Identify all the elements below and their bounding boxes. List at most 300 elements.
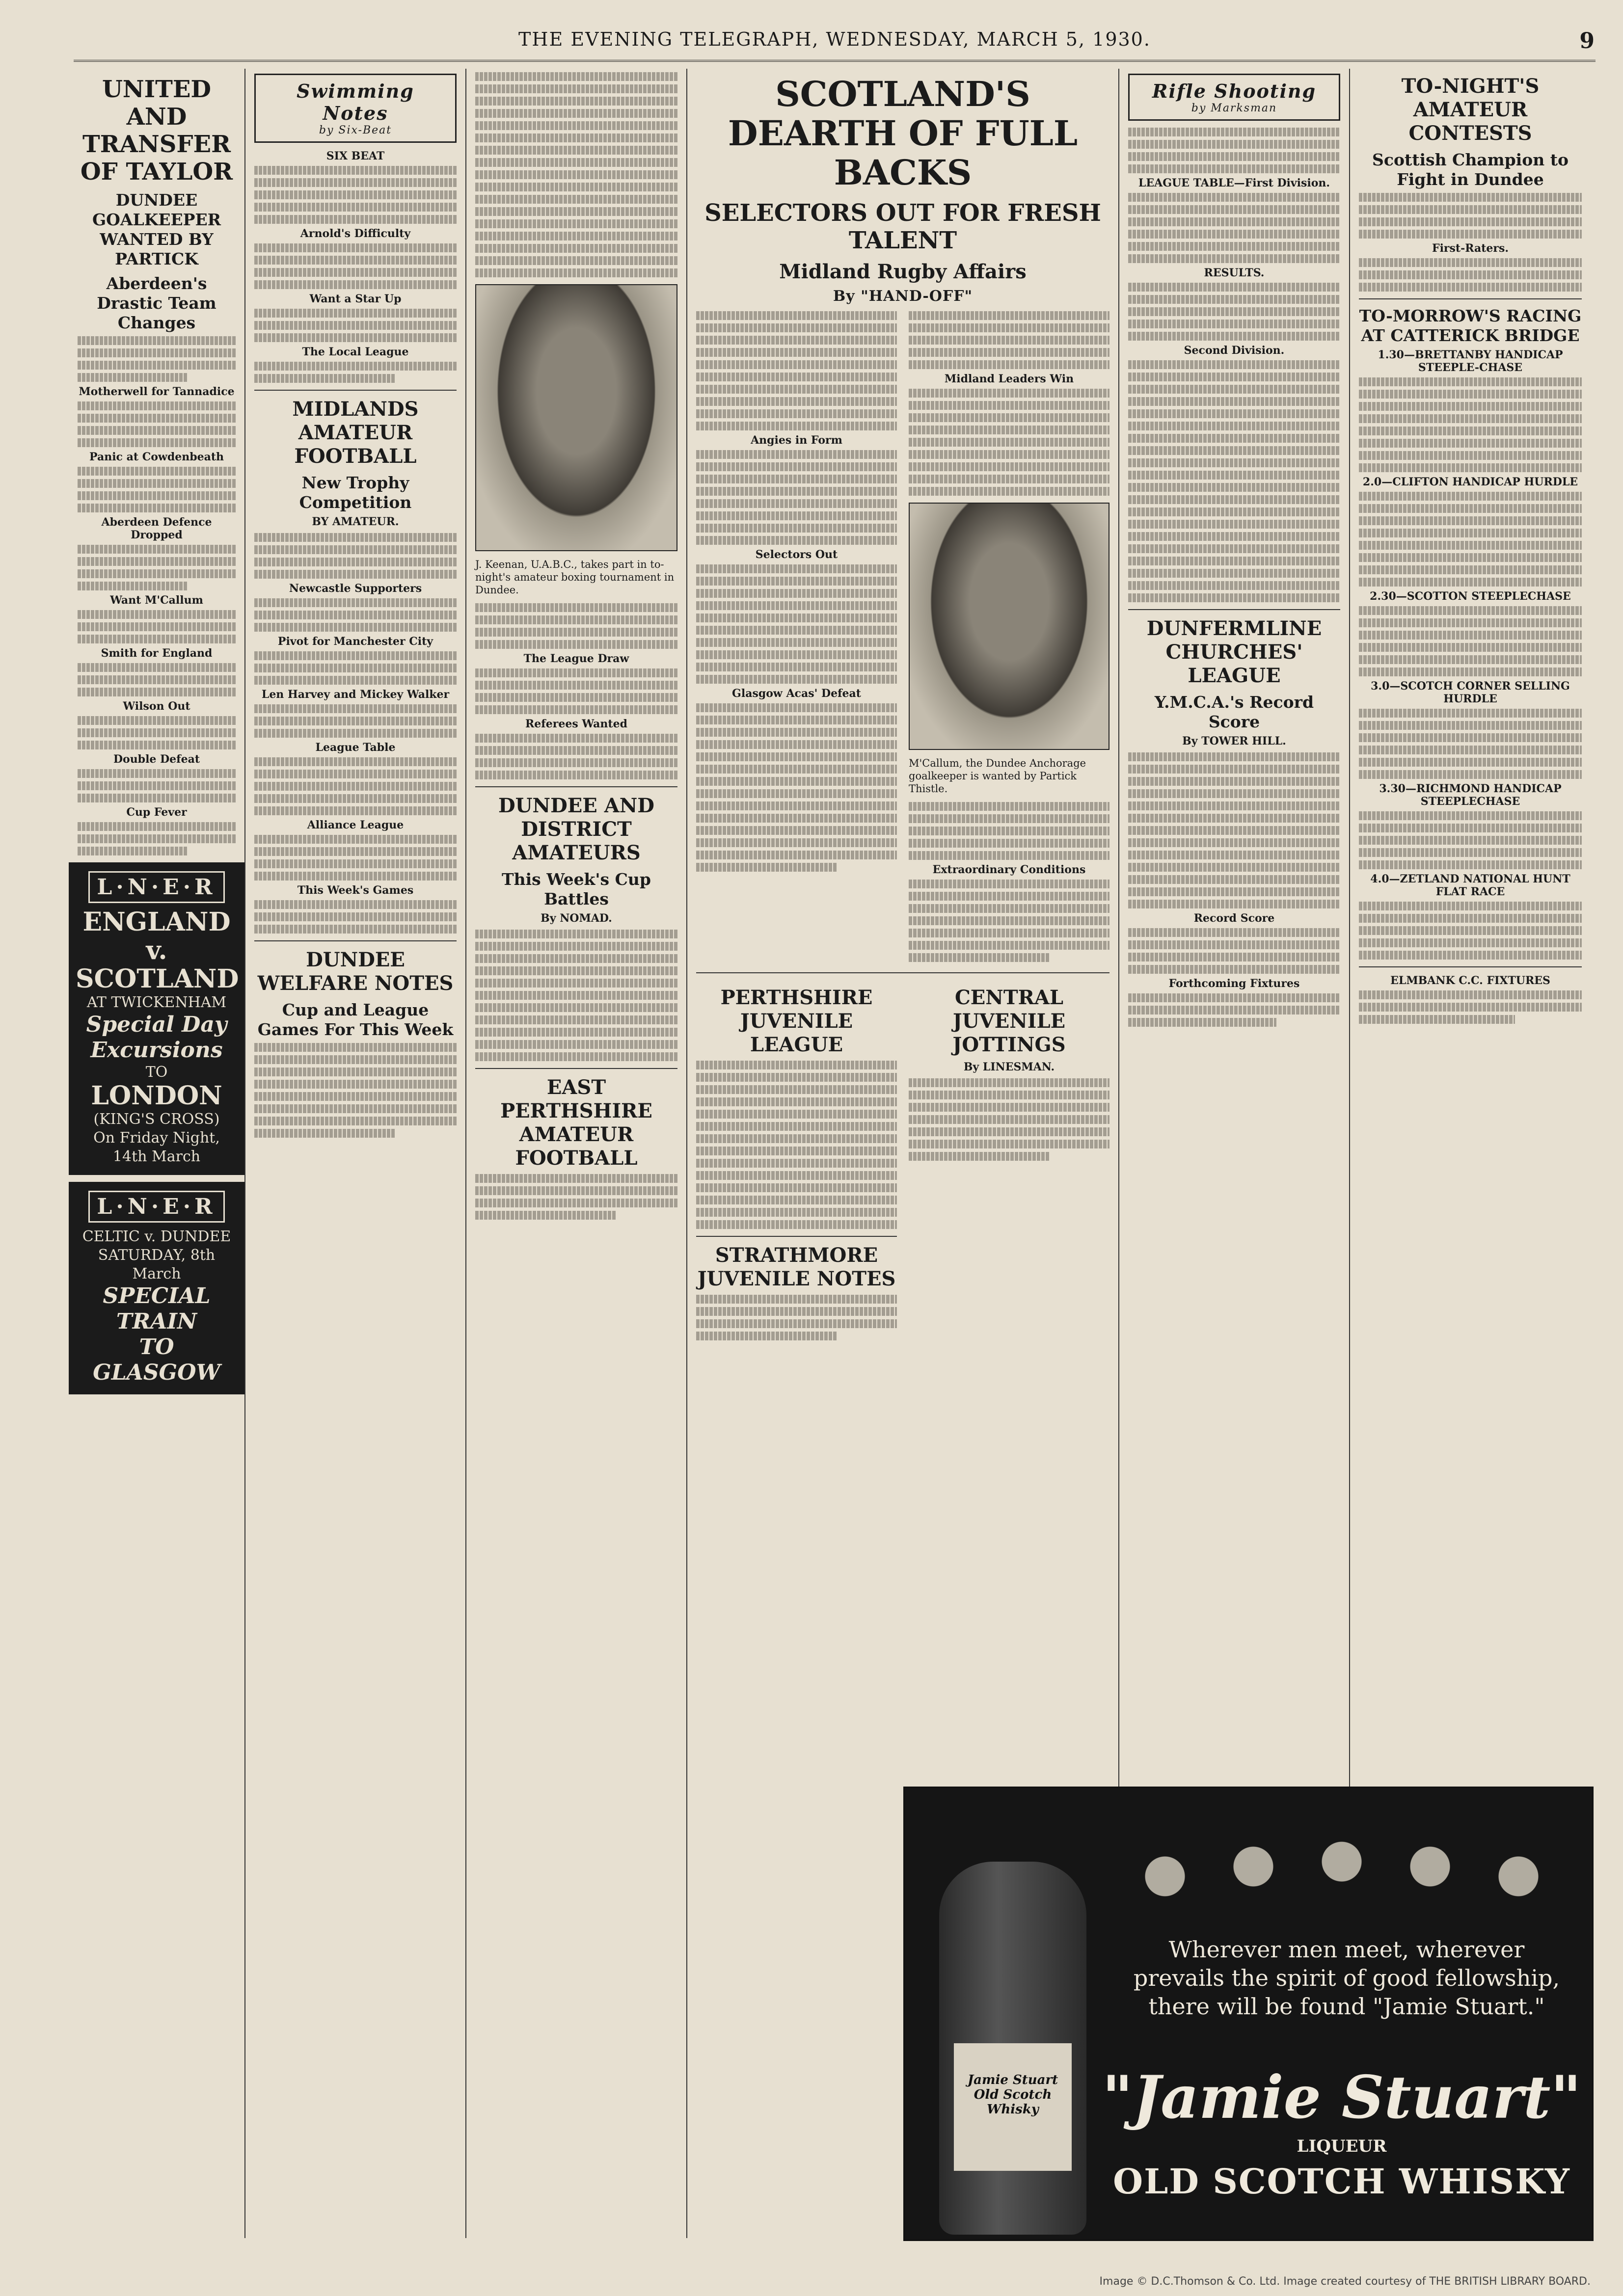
text-line — [1128, 283, 1340, 292]
text-line — [254, 190, 457, 199]
text-line — [696, 1319, 897, 1328]
text-line — [254, 847, 457, 856]
text-line — [254, 925, 457, 934]
text-line — [696, 1220, 897, 1229]
text-line — [1128, 307, 1340, 316]
text-line — [696, 703, 897, 712]
text-line — [696, 360, 897, 369]
text-line — [475, 170, 677, 179]
text-line — [696, 1134, 897, 1143]
rugby-article-body — [696, 308, 1109, 965]
text-line — [78, 401, 236, 410]
image-credit: Image © D.C.Thomson & Co. Ltd. Image created courtesy of THE BRITISH LIBRARY BOARD. — [1099, 2275, 1591, 2288]
advert-product: OLD SCOTCH WHISKY — [1113, 2161, 1570, 2202]
text-line — [696, 777, 897, 786]
text-line — [254, 321, 457, 330]
text-line — [78, 675, 236, 684]
subhead: First-Raters. — [1432, 242, 1509, 255]
text-line — [696, 801, 897, 810]
text-line — [696, 1122, 897, 1131]
text-line — [1359, 205, 1582, 214]
text-line — [696, 1295, 897, 1304]
text-line — [78, 769, 236, 778]
district-title: DUNDEE AND DISTRICT AMATEURS — [498, 794, 654, 864]
midlands-title: MIDLANDS AMATEUR FOOTBALL — [292, 398, 419, 468]
subhead: Double Defeat — [113, 753, 200, 766]
text-line — [1359, 492, 1582, 501]
rifle-byline: by Marksman — [1191, 102, 1277, 114]
text-line — [1359, 270, 1582, 279]
text-line — [475, 1186, 677, 1195]
subhead: Wilson Out — [123, 700, 190, 713]
subhead: Angies in Form — [751, 434, 842, 447]
text-line — [475, 232, 677, 240]
text-line — [696, 765, 897, 774]
text-line — [254, 872, 457, 881]
text-line — [254, 676, 457, 685]
subhead: The League Draw — [523, 652, 629, 665]
headline-midland-rugby: Midland Rugby Affairs — [779, 260, 1027, 283]
text-line — [254, 704, 457, 713]
subhead: Smith for England — [101, 647, 213, 660]
text-line — [475, 954, 677, 963]
text-line — [696, 475, 897, 483]
text-line — [475, 693, 677, 702]
rugby-left-column — [696, 308, 897, 965]
text-line — [254, 900, 457, 909]
text-line — [1359, 516, 1582, 525]
text-line — [254, 794, 457, 803]
text-line — [696, 1332, 837, 1340]
text-line — [1359, 553, 1582, 562]
jamie-stuart-whisky-advert — [903, 1787, 1594, 2241]
subhead: Arnold's Difficulty — [300, 227, 411, 240]
masthead — [74, 28, 1596, 62]
text-line — [78, 557, 236, 566]
text-line — [254, 1092, 457, 1101]
text-line — [475, 1174, 677, 1183]
text-line — [696, 1085, 897, 1094]
text-line — [696, 1073, 897, 1082]
text-line — [1128, 1006, 1340, 1015]
text-line — [696, 1110, 897, 1119]
text-line — [696, 716, 897, 724]
text-line — [1128, 789, 1340, 798]
text-line — [696, 450, 897, 459]
text-line — [78, 822, 236, 831]
text-line — [696, 863, 837, 872]
text-line — [1128, 765, 1340, 774]
photo-caption: J. Keenan, U.A.B.C., takes part in to-night's amateur boxing tournament in Dundee. — [475, 559, 675, 596]
rifle-logo-text: Rifle Shooting — [1152, 80, 1317, 102]
text-line — [696, 789, 897, 798]
text-line — [1128, 940, 1340, 949]
text-line — [1128, 1018, 1276, 1027]
text-line — [1128, 863, 1340, 872]
text-line — [909, 1091, 1109, 1099]
text-line — [1128, 801, 1340, 810]
text-line — [1128, 397, 1340, 406]
text-line — [909, 916, 1109, 925]
text-line — [78, 438, 236, 447]
text-line — [78, 348, 236, 357]
text-line — [1359, 377, 1582, 386]
text-line — [1359, 390, 1582, 399]
text-line — [1128, 520, 1340, 529]
text-line — [1128, 152, 1340, 161]
text-line — [696, 323, 897, 332]
divider — [696, 972, 1109, 973]
text-line — [1359, 938, 1582, 947]
text-line — [1128, 544, 1340, 553]
text-line — [696, 577, 897, 586]
text-line — [1128, 965, 1340, 974]
text-line — [254, 1104, 457, 1113]
text-line — [909, 438, 1109, 447]
text-line — [1128, 360, 1340, 369]
subhead: Forthcoming Fixtures — [1168, 977, 1300, 990]
advert-liqueur: LIQUEUR — [1297, 2136, 1387, 2156]
race-heading: 2.0—CLIFTON HANDICAP HURDLE — [1362, 476, 1578, 488]
text-line — [1128, 900, 1340, 908]
central-title: CENTRAL JUVENILE JOTTINGS — [952, 986, 1066, 1056]
text-line — [909, 336, 1109, 345]
subhead: Newcastle Supporters — [289, 582, 422, 595]
text-line — [254, 623, 457, 632]
text-line — [254, 835, 457, 844]
text-line — [254, 1080, 457, 1089]
text-line — [78, 834, 236, 843]
text-line — [909, 904, 1109, 913]
text-line — [254, 782, 457, 791]
subhead: Want a Star Up — [309, 293, 402, 305]
column-3 — [466, 69, 687, 2238]
dunfermline-subtitle: Y.M.C.A.'s Record Score — [1154, 693, 1314, 731]
text-line — [254, 912, 457, 921]
text-line — [1359, 217, 1582, 226]
text-line — [254, 1068, 457, 1076]
text-line — [1128, 230, 1340, 239]
text-line — [475, 705, 677, 714]
column-1 — [69, 69, 245, 2238]
text-line — [475, 758, 677, 767]
subhead: RESULTS. — [1204, 267, 1265, 279]
text-line — [696, 752, 897, 761]
text-line — [1128, 471, 1340, 480]
text-line — [696, 511, 897, 520]
text-line — [254, 598, 457, 607]
text-line — [1359, 758, 1582, 767]
text-line — [696, 740, 897, 749]
text-line — [254, 770, 457, 778]
text-line — [254, 664, 457, 672]
text-line — [1128, 953, 1340, 961]
boxer-photo — [475, 284, 677, 551]
text-line — [475, 734, 677, 743]
divider — [1359, 966, 1582, 967]
text-line — [254, 717, 457, 725]
text-line — [1359, 721, 1582, 730]
text-line — [78, 781, 236, 790]
text-line — [696, 814, 897, 823]
lner-destination: LONDON — [91, 1081, 222, 1111]
text-line — [78, 491, 236, 500]
text-line — [909, 953, 1049, 962]
text-line — [254, 1043, 457, 1052]
rugby-right-column — [909, 308, 1109, 965]
text-line — [1128, 993, 1340, 1002]
subhead: LEAGUE TABLE—First Division. — [1138, 177, 1330, 189]
text-line — [1359, 655, 1582, 664]
text-line — [909, 880, 1109, 888]
text-line — [1359, 631, 1582, 640]
text-line — [254, 256, 457, 265]
text-line — [254, 178, 457, 187]
dunfermline-title: DUNFERMLINE CHURCHES' LEAGUE — [1146, 617, 1322, 687]
district-subtitle: This Week's Cup Battles — [502, 870, 651, 908]
text-line — [254, 611, 457, 619]
divider — [1128, 609, 1340, 610]
text-line — [78, 582, 188, 590]
text-line — [696, 336, 897, 345]
welfare-subtitle: Cup and League Games For This Week — [257, 1000, 454, 1039]
text-line — [696, 1097, 897, 1106]
text-line — [909, 450, 1109, 459]
text-line — [1128, 332, 1340, 341]
race-heading: 4.0—ZETLAND NATIONAL HUNT FLAT RACE — [1370, 873, 1570, 898]
lner-match: CELTIC v. DUNDEE — [82, 1228, 231, 1245]
subhead: Alliance League — [307, 819, 404, 831]
lner-venue: AT TWICKENHAM — [86, 994, 227, 1011]
text-line — [254, 545, 457, 554]
text-line — [254, 757, 457, 766]
text-line — [475, 109, 677, 118]
text-line — [78, 688, 236, 696]
subhead: This Week's Games — [297, 884, 414, 897]
text-line — [1359, 1003, 1582, 1012]
text-line — [1359, 848, 1582, 857]
text-line — [909, 814, 1109, 823]
text-line — [696, 650, 897, 659]
text-line — [909, 311, 1109, 320]
subhead: Panic at Cowdenbeath — [89, 451, 224, 463]
text-line — [475, 1003, 677, 1012]
central-column — [909, 980, 1109, 1344]
text-line — [1128, 422, 1340, 430]
strathmore-title: STRATHMORE JUVENILE NOTES — [697, 1244, 896, 1290]
text-line — [1128, 875, 1340, 884]
text-line — [475, 668, 677, 677]
amateur-contests-subtitle: Scottish Champion to Fight in Dundee — [1372, 150, 1569, 189]
text-line — [78, 479, 236, 488]
text-line — [78, 336, 236, 345]
text-line — [475, 133, 677, 142]
text-line — [475, 991, 677, 1000]
subhead: Extraordinary Conditions — [932, 863, 1086, 876]
text-line — [78, 622, 236, 631]
text-line — [1359, 606, 1582, 615]
text-line — [1359, 836, 1582, 845]
lner-excursion-advert — [69, 862, 244, 1175]
text-line — [475, 1211, 617, 1220]
amateur-contests-title: TO-NIGHT'S AMATEUR CONTESTS — [1401, 75, 1540, 145]
text-line — [78, 741, 236, 749]
lner-special: SPECIAL TRAIN — [103, 1283, 211, 1334]
subhead: Midland Leaders Win — [944, 373, 1074, 385]
text-line — [909, 323, 1109, 332]
text-line — [696, 1183, 897, 1192]
text-line — [1359, 746, 1582, 754]
text-line — [1359, 529, 1582, 537]
subhead: The Local League — [302, 346, 409, 358]
dunfermline-byline: By TOWER HILL. — [1182, 735, 1286, 748]
text-line — [78, 794, 236, 802]
text-line — [1128, 507, 1340, 516]
text-line — [475, 1028, 677, 1037]
text-line — [909, 1115, 1109, 1124]
text-line — [1128, 242, 1340, 251]
masthead-title: THE EVENING TELEGRAPH, WEDNESDAY, MARCH 5, 1930. — [518, 28, 1151, 50]
text-line — [475, 195, 677, 204]
text-line — [475, 746, 677, 755]
swimming-logo-text: Swimming Notes — [297, 80, 414, 124]
text-line — [696, 589, 897, 598]
text-line — [475, 930, 677, 938]
text-line — [696, 487, 897, 496]
text-line — [909, 426, 1109, 434]
text-line — [475, 1199, 677, 1207]
text-line — [254, 268, 457, 277]
text-line — [1359, 811, 1582, 820]
text-line — [1128, 851, 1340, 859]
subhead: Record Score — [1193, 912, 1275, 925]
text-line — [475, 640, 677, 649]
text-line — [78, 663, 236, 672]
text-line — [696, 638, 897, 647]
text-line — [909, 389, 1109, 398]
text-line — [696, 422, 897, 430]
text-line — [254, 374, 396, 383]
text-line — [1128, 581, 1340, 590]
district-byline: By NOMAD. — [541, 912, 612, 925]
text-line — [1128, 254, 1340, 263]
text-line — [475, 219, 677, 228]
text-line — [78, 847, 188, 855]
text-line — [1128, 373, 1340, 381]
text-line — [909, 839, 1109, 848]
text-line — [254, 729, 457, 738]
welfare-title: DUNDEE WELFARE NOTES — [257, 948, 454, 995]
photo-caption: M'Callum, the Dundee Anchorage goalkeeper is wanted by Partick Thistle. — [909, 757, 1086, 795]
text-line — [475, 681, 677, 690]
text-line — [1128, 495, 1340, 504]
rifle-shooting-logo — [1128, 74, 1340, 121]
text-line — [475, 1040, 677, 1049]
text-line — [1359, 283, 1582, 292]
text-line — [696, 826, 897, 835]
text-line — [254, 1117, 457, 1125]
text-line — [78, 728, 236, 737]
lner-destination: TO GLASGOW — [93, 1335, 220, 1385]
revellers-illustration — [1121, 1817, 1563, 1916]
headline-united-transfer: UNITED AND TRANSFER OF TAYLOR — [80, 76, 233, 186]
text-line — [1359, 1015, 1515, 1024]
text-line — [909, 892, 1109, 901]
subhead: Cup Fever — [126, 806, 187, 819]
text-line — [1359, 414, 1582, 423]
text-line — [1359, 504, 1582, 513]
subhead: Want M'Callum — [110, 594, 203, 607]
text-line — [78, 504, 236, 512]
subhead: League Table — [315, 741, 396, 754]
text-line — [909, 1127, 1109, 1136]
text-line — [1359, 733, 1582, 742]
text-line — [696, 499, 897, 508]
text-line — [475, 966, 677, 975]
text-line — [78, 426, 236, 435]
text-line — [909, 360, 1109, 369]
text-line — [78, 361, 236, 370]
text-line — [1359, 451, 1582, 460]
text-line — [475, 256, 677, 265]
text-line — [1359, 230, 1582, 239]
text-line — [475, 72, 677, 81]
divider — [254, 390, 457, 391]
text-line — [1359, 541, 1582, 550]
subhead: Selectors Out — [755, 548, 838, 561]
text-line — [254, 806, 457, 815]
subhead: Aberdeen Defence Dropped — [101, 516, 212, 541]
text-line — [475, 771, 677, 779]
race-heading: 3.0—SCOTCH CORNER SELLING HURDLE — [1371, 680, 1570, 705]
east-perth-title: EAST PERTHSHIRE AMATEUR FOOTBALL — [500, 1076, 652, 1170]
text-line — [254, 166, 457, 175]
subhead: Glasgow Acas' Defeat — [732, 687, 861, 700]
subhead: SIX BEAT — [326, 150, 385, 162]
advert-slogan: Wherever men meet, wherever prevails the spirit of good fellowship, there will be found "Jamie Stuart." — [1133, 1936, 1560, 2020]
text-line — [1128, 205, 1340, 214]
text-line — [1128, 295, 1340, 304]
text-line — [1128, 532, 1340, 541]
perthshire-title: PERTHSHIRE JUVENILE LEAGUE — [720, 986, 873, 1056]
racing-title: TO-MORROW'S RACING AT CATTERICK BRIDGE — [1359, 306, 1582, 345]
text-line — [1359, 770, 1582, 779]
text-line — [1128, 434, 1340, 443]
divider — [475, 786, 677, 787]
text-line — [909, 475, 1109, 483]
text-line — [696, 838, 897, 847]
juvenile-section — [696, 980, 1109, 1344]
text-line — [254, 309, 457, 318]
race-heading: 3.30—RICHMOND HANDICAP STEEPLECHASE — [1379, 782, 1562, 808]
text-line — [696, 663, 897, 671]
text-line — [475, 84, 677, 93]
headline-goalkeeper: DUNDEE GOALKEEPER WANTED BY PARTICK — [92, 190, 221, 268]
text-line — [696, 675, 897, 684]
text-line — [475, 146, 677, 155]
text-line — [1128, 826, 1340, 835]
central-byline: By LINESMAN. — [963, 1061, 1055, 1073]
text-line — [1128, 838, 1340, 847]
text-line — [254, 570, 457, 579]
text-line — [696, 1307, 897, 1316]
text-line — [1128, 752, 1340, 761]
midlands-byline: BY AMATEUR. — [312, 515, 399, 528]
text-line — [1128, 483, 1340, 492]
text-line — [1128, 458, 1340, 467]
text-line — [909, 1140, 1109, 1148]
text-line — [696, 397, 897, 406]
